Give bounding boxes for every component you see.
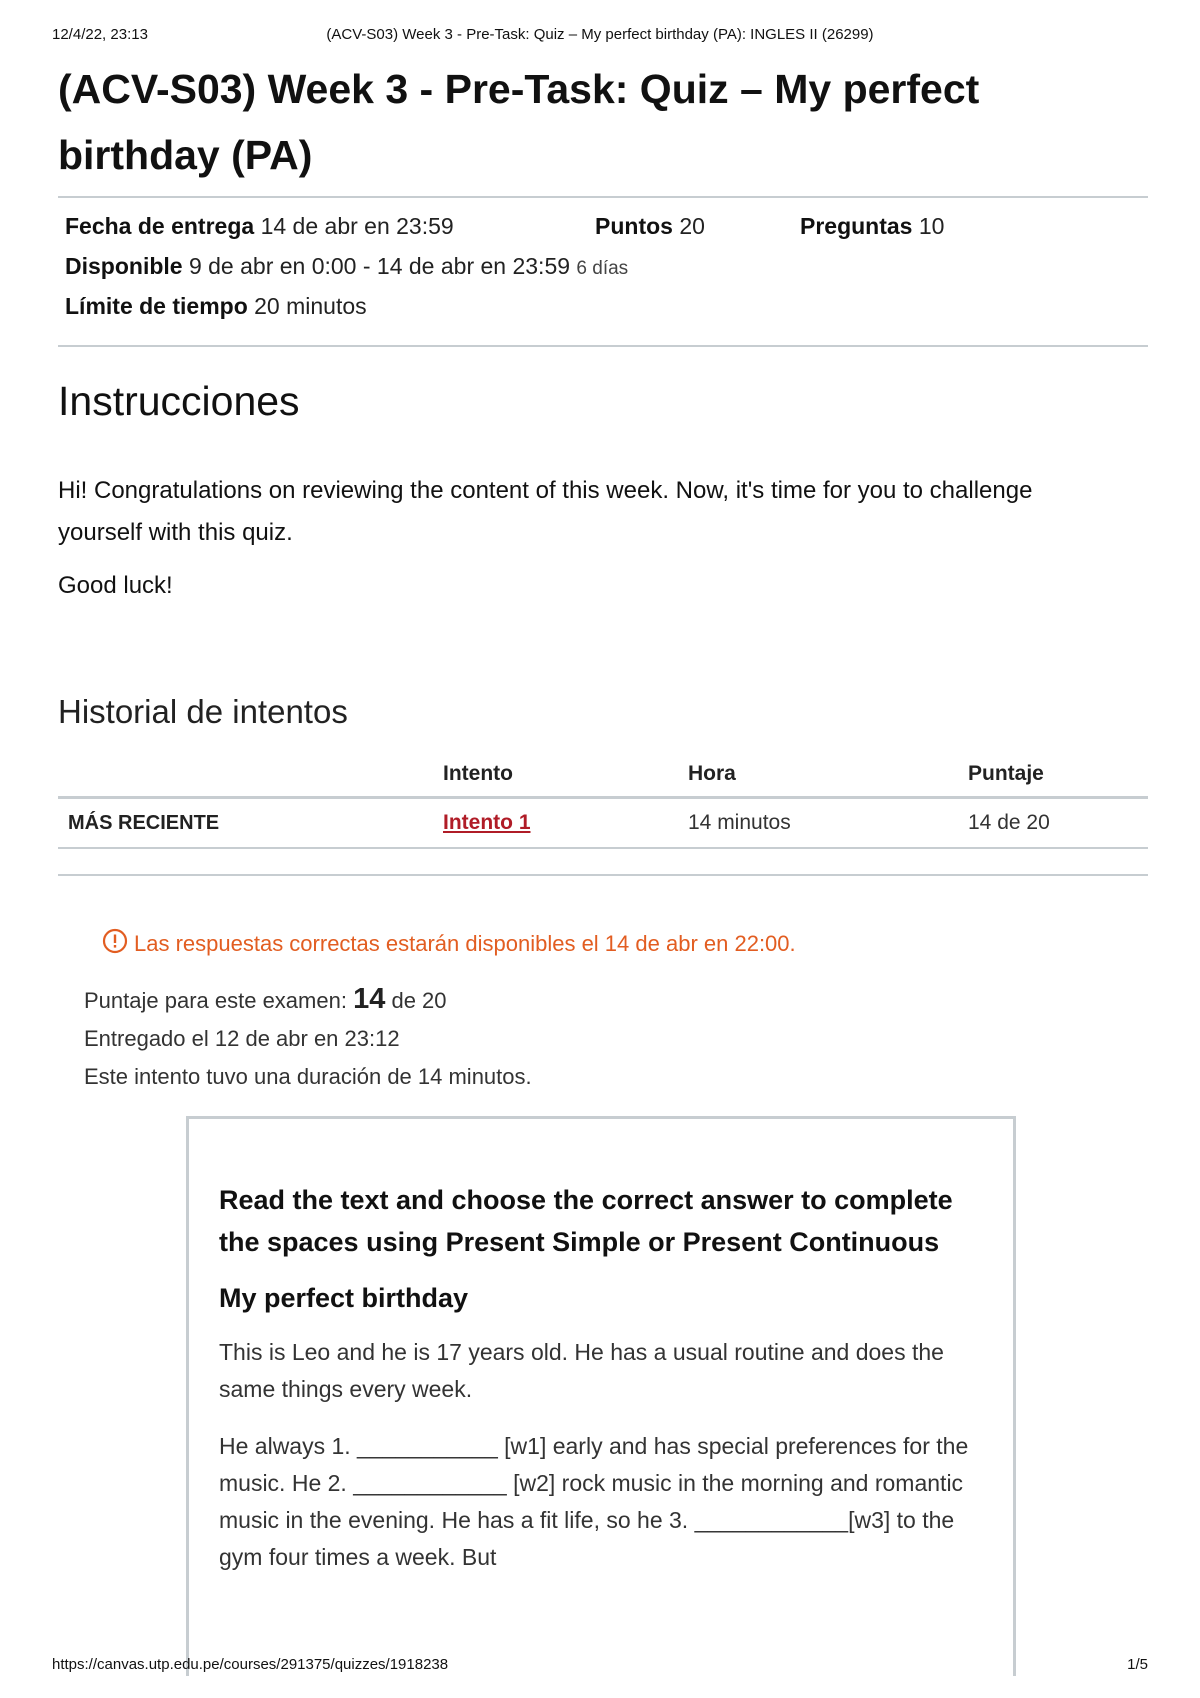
score-out-of: de 20	[391, 988, 447, 1013]
title-line-2: birthday (PA)	[58, 132, 313, 178]
time-limit	[65, 293, 367, 320]
score-label: Puntaje para este examen:	[84, 988, 347, 1013]
alert-text: Las respuestas correctas estarán disponibles el 14 de abr en 22:00.	[134, 931, 796, 956]
print-header	[52, 26, 1148, 46]
question-subtitle: My perfect birthday	[219, 1283, 469, 1313]
print-url: https://canvas.utp.edu.pe/courses/291375/quizzes/1918238	[52, 1656, 449, 1673]
column-header	[58, 752, 433, 798]
instructions-heading: Instrucciones	[58, 378, 300, 424]
print-date: 12/4/22, 23:13	[52, 26, 148, 43]
print-doc-title: (ACV-S03) Week 3 - Pre-Task: Quiz – My perfect birthday (PA): INGLES II (26299)	[326, 26, 874, 43]
score-cell: 14 de 20	[958, 798, 1148, 849]
history-heading: Historial de intentos	[58, 693, 348, 730]
available-label: Disponible	[65, 253, 183, 279]
time-limit-label: Límite de tiempo	[65, 293, 248, 319]
available-value: 9 de abr en 0:00 - 14 de abr en 23:59	[188, 253, 571, 279]
points-value: 20	[679, 213, 705, 239]
time-cell: 14 minutos	[678, 798, 958, 849]
questions-label: Preguntas	[800, 213, 913, 239]
divider	[58, 196, 1148, 198]
table-header-row	[58, 752, 1148, 798]
questions-value: 10	[918, 213, 945, 239]
attempts-table	[58, 752, 1148, 849]
attempt-link[interactable]: Intento 1	[443, 811, 531, 834]
table-row	[58, 798, 1148, 849]
due-label: Fecha de entrega	[65, 213, 255, 239]
score-value: 14	[353, 983, 386, 1015]
due-date	[65, 213, 454, 240]
good-luck-text: Good luck!	[58, 572, 173, 599]
question-paragraph: This is Leo and he is 17 years old. He has a usual routine and does the same things every week.	[219, 1339, 944, 1402]
divider	[58, 874, 1148, 876]
question-box	[186, 1116, 1016, 1676]
answers-alert	[102, 928, 796, 960]
due-value: 14 de abr en 23:59	[260, 213, 454, 239]
page-number: 1/5	[1127, 1656, 1148, 1673]
warning-icon	[102, 928, 128, 960]
divider	[58, 345, 1148, 347]
submitted-line: Entregado el 12 de abr en 23:12	[84, 1026, 400, 1051]
time-limit-value: 20 minutos	[254, 293, 367, 319]
points-label: Puntos	[595, 213, 673, 239]
title-line-1: (ACV-S03) Week 3 - Pre-Task: Quiz – My perfect	[58, 66, 980, 112]
column-header: Intento	[433, 752, 678, 798]
questions	[800, 213, 944, 240]
points	[595, 213, 705, 240]
attempt-cell	[433, 798, 678, 849]
column-header: Puntaje	[958, 752, 1148, 798]
score-line	[84, 980, 532, 1020]
row-label: MÁS RECIENTE	[58, 798, 433, 849]
available-days: 6 días	[576, 258, 629, 279]
instructions-text: Hi! Congratulations on reviewing the content of this week. Now, it's time for you to challenge yourself with this quiz.	[58, 477, 1033, 546]
availability	[65, 253, 628, 280]
duration-line: Este intento tuvo una duración de 14 minutos.	[84, 1064, 532, 1089]
print-footer	[52, 1656, 1148, 1676]
question-instruction: Read the text and choose the correct answer to complete the spaces using Present Simple or Present Continuous	[219, 1185, 953, 1257]
column-header: Hora	[678, 752, 958, 798]
score-info	[84, 980, 532, 1096]
page-title	[58, 56, 1058, 188]
question-paragraph: He always 1. ___________ [w1] early and has special preferences for the music. He 2. ____________ [w2] rock music in the morning and romantic music in the evening. He has a fit life, so he 3. ____________[w3] to the gym four times a week. But	[219, 1433, 969, 1570]
